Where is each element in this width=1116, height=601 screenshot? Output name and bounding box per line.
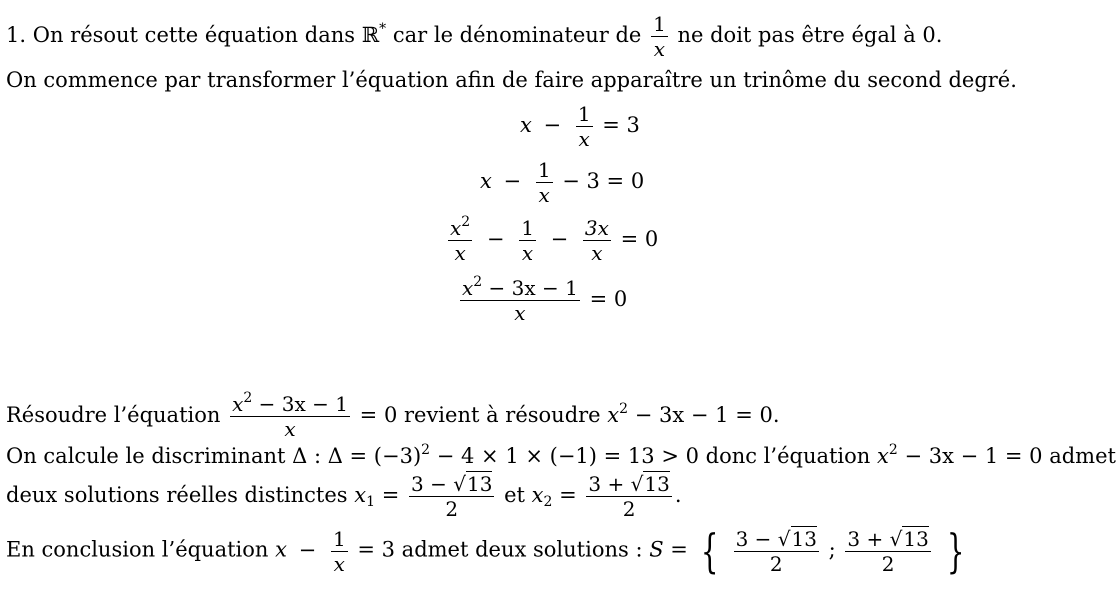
derivation-step-4: $\frac{x^2 - 3x - 1}{x}$ = 0 [462, 274, 628, 325]
solution-x1-fraction: $\frac{3 - √13}{2}$ [411, 472, 493, 521]
paragraph-4: On calcule le discriminant Δ : $\Delta = (-3)^2 - 4 \times 1 \times (-1) = 13 > 0$ donc l’équation $x^2 - 3x - 1 = 0$ admet [6, 442, 1116, 468]
step-3-fraction-2: $\frac{1}{x}$ [521, 216, 534, 265]
step-3-fraction-3: $\frac{3x}{x}$ [584, 216, 609, 265]
paragraph-3: Résoudre l’équation $\frac{x^2 - 3x - 1}{x}$ = 0 revient à résoudre $x^2 - 3x - 1 = 0$. [6, 390, 780, 441]
paragraph-1-text-a: On résout cette équation dans [32, 23, 356, 47]
paragraph-6: En conclusion l’équation x − $\frac{1}{x}$ = 3 admet deux solutions : S = { $\frac{3 - √13}{2}$ ; $\frac{3 + √13}{2}$ } [6, 524, 964, 578]
step-2-fraction: $\frac{1}{x}$ [537, 158, 551, 207]
item-number: 1. [6, 23, 27, 47]
close-brace: } [946, 524, 964, 578]
derivation-step-1: x − $\frac{1}{x}$ = 3 [520, 102, 640, 151]
fraction-one-over-x: $\frac{1}{x}$ [653, 12, 666, 61]
paragraph-1 [6, 14, 942, 59]
derivation-step-2: x − $\frac{1}{x}$ − 3 = 0 [480, 158, 645, 207]
solution-set-element-2: $\frac{3 + √13}{2}$ [847, 526, 929, 576]
real-numbers-symbol: ℝ* [361, 21, 387, 47]
paragraph-3-fraction: $\frac{x^2 - 3x - 1}{x}$ [232, 390, 348, 441]
derivation-step-3: $\frac{x^2}{x}$ − $\frac{1}{x}$ − $\frac{3x}{x}$ = 0 [450, 214, 659, 265]
paragraph-1-text-c: ne doit pas être égal à 0. [677, 23, 943, 47]
paragraph-5: deux solutions réelles distinctes $x_1$ = $\frac{3 - √13}{2}$ et $x_2$ = $\frac{3 + √13}{2}$ . [6, 472, 682, 521]
solution-set-element-1: $\frac{3 - √13}{2}$ [735, 526, 817, 576]
paragraph-1-text-b: car le dénominateur de [392, 23, 642, 47]
step-3-fraction-1: $\frac{x^2}{x}$ [450, 214, 471, 265]
solution-x2-fraction: $\frac{3 + √13}{2}$ [588, 472, 670, 521]
open-brace: { [700, 524, 719, 578]
step-1-fraction: $\frac{1}{x}$ [577, 102, 591, 151]
conclusion-fraction: $\frac{1}{x}$ [332, 526, 346, 576]
step-4-fraction: $\frac{x^2 - 3x - 1}{x}$ [462, 274, 578, 325]
paragraph-2: On commence par transformer l’équation afin de faire apparaître un trinôme du second degré. [6, 68, 1017, 92]
